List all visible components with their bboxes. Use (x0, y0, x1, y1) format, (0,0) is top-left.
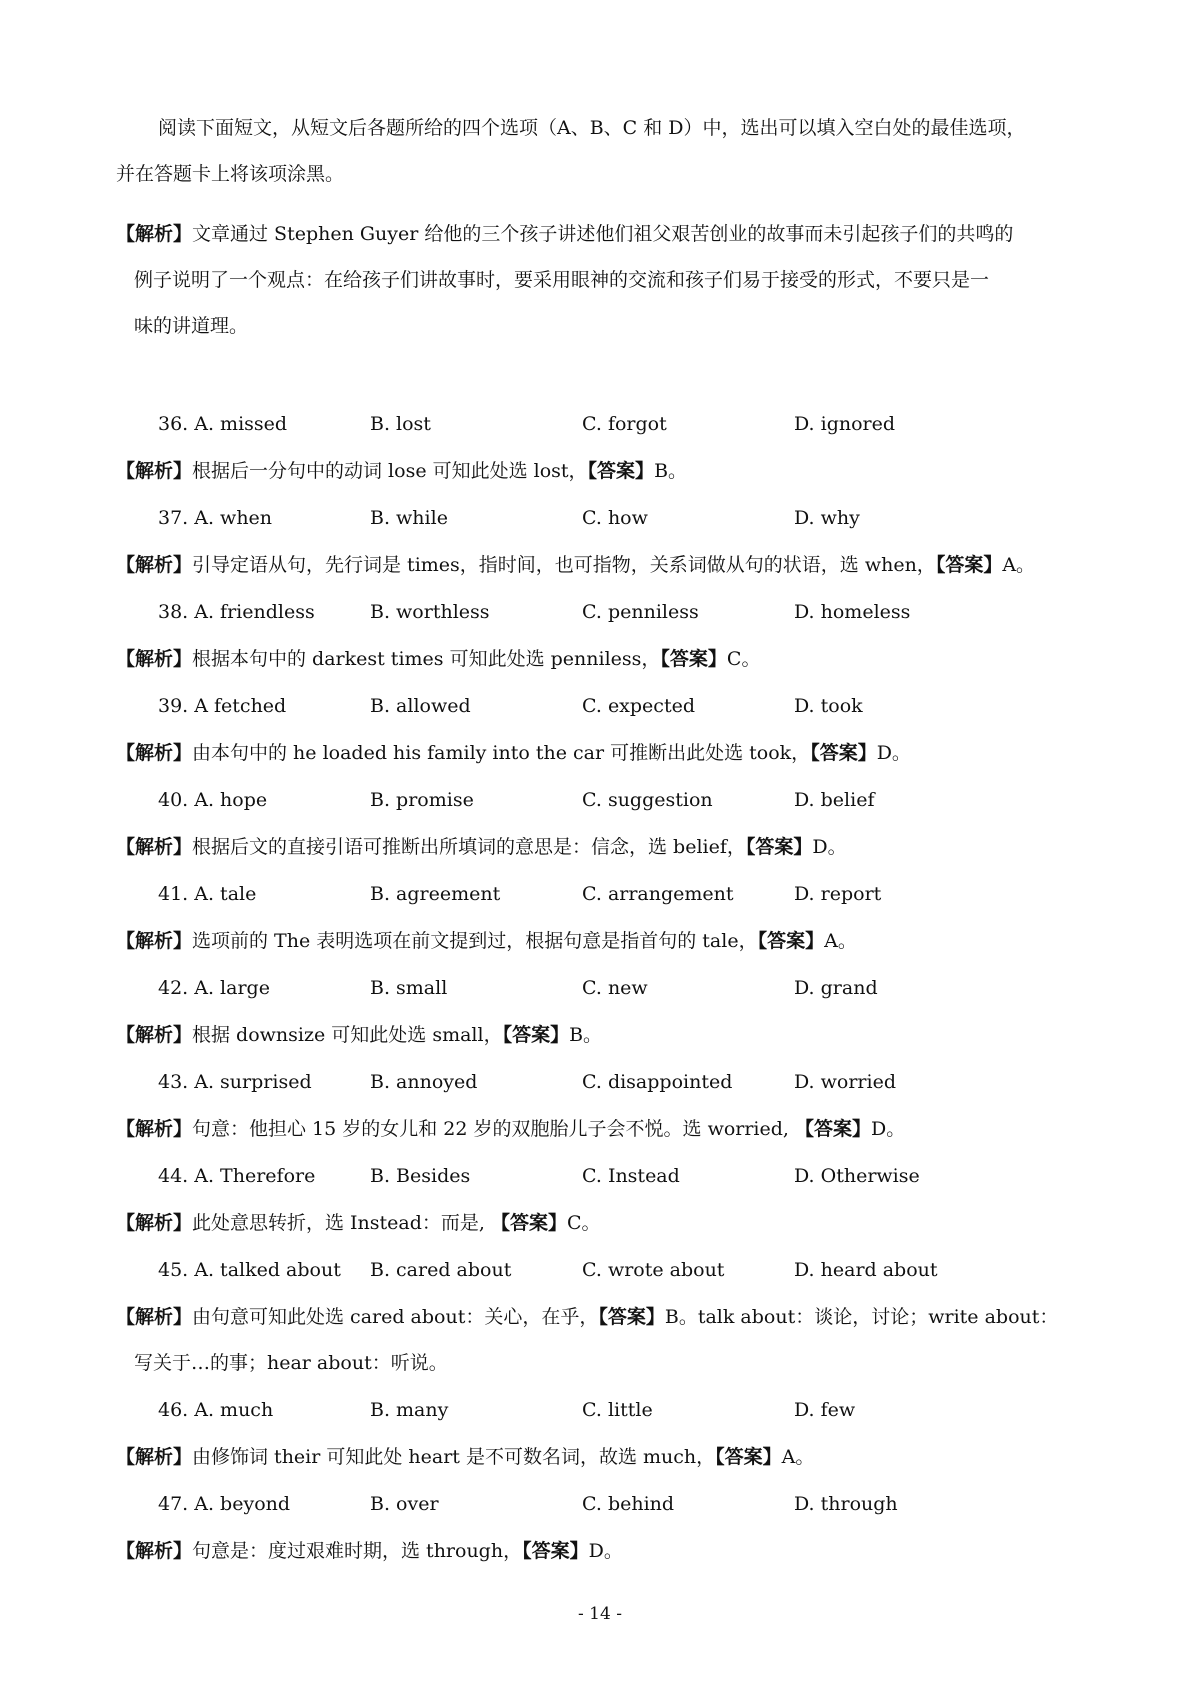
answer-text: C。 (726, 648, 761, 670)
option-c: C. little (582, 1399, 653, 1421)
option-b: B. promise (370, 789, 474, 811)
analysis-line (116, 645, 760, 673)
analysis-text: 由本句中的 he loaded his family into the car 可推断出此处选 took， (192, 742, 811, 764)
option-d: D. took (794, 695, 863, 717)
option-c: C. behind (582, 1493, 675, 1515)
option-a: 43. A. surprised (158, 1071, 312, 1093)
option-a: 37. A. when (158, 507, 273, 529)
answer-text: D。 (588, 1540, 623, 1562)
option-d: D. ignored (794, 413, 896, 435)
analysis-text: 句意：他担心 15 岁的女儿和 22 岁的双胞胎儿子会不悦。选 worried, (192, 1118, 795, 1140)
answer-text: A。 (824, 930, 857, 952)
intro-line-1: 阅读下面短文，从短文后各题所给的四个选项（A、B、C 和 D）中，选出可以填入空白处的最佳选项， (158, 117, 1026, 139)
option-c: C. forgot (582, 413, 667, 435)
option-c: C. wrote about (582, 1259, 725, 1281)
answer-text: D。 (871, 1118, 906, 1140)
analysis-continuation: 写关于…的事；hear about：听说。 (134, 1352, 448, 1374)
analysis-tag: 【解析】 (116, 460, 193, 482)
analysis-line (116, 457, 687, 485)
option-d: D. heard about (794, 1259, 938, 1281)
option-d: D. through (794, 1493, 898, 1515)
option-a: 39. A fetched (158, 695, 287, 717)
answer-tag: 【答案】 (598, 1306, 665, 1328)
option-d: D. homeless (794, 601, 911, 623)
option-a: 44. A. Therefore (158, 1165, 316, 1187)
answer-tag: 【答案】 (757, 930, 825, 952)
analysis-tag: 【解析】 (116, 930, 193, 952)
option-a: 46. A. much (158, 1399, 274, 1421)
answer-tag: 【答案】 (745, 836, 813, 858)
overview-text-1: 文章通过 Stephen Guyer 给他的三个孩子讲述他们祖父艰苦创业的故事而未引起孩子们的共鸣的 (192, 223, 1014, 245)
option-b: B. lost (370, 413, 431, 435)
analysis-text: 由修饰词 their 可知此处 heart 是不可数名词，故选 much， (192, 1446, 716, 1468)
answer-tag: 【答案】 (935, 554, 1003, 576)
option-a: 36. A. missed (158, 413, 288, 435)
option-c: C. disappointed (582, 1071, 733, 1093)
answer-text: C。 (567, 1212, 601, 1234)
analysis-text: 此处意思转折，选 Instead：而是, (192, 1212, 491, 1234)
option-b: B. many (370, 1399, 449, 1421)
analysis-text: 根据 downsize 可知此处选 small， (192, 1024, 503, 1046)
analysis-tag: 【解析】 (116, 648, 193, 670)
analysis-line (116, 1303, 1058, 1331)
analysis-line (116, 1021, 602, 1049)
analysis-tag: 【解析】 (116, 1446, 193, 1468)
option-c: C. expected (582, 695, 695, 717)
analysis-line (116, 927, 857, 955)
analysis-line (116, 1537, 623, 1565)
option-b: B. over (370, 1493, 439, 1515)
option-a: 45. A. talked about (158, 1259, 341, 1281)
option-d: D. Otherwise (794, 1165, 920, 1187)
analysis-text: 根据后一分句中的动词 lose 可知此处选 lost， (192, 460, 588, 482)
analysis-tag: 【解析】 (116, 1024, 193, 1046)
analysis-text: 根据后文的直接引语可推断出所填词的意思是：信念，选 belief， (192, 836, 746, 858)
option-c: C. new (582, 977, 648, 999)
analysis-line (116, 551, 1035, 579)
option-a: 41. A. tale (158, 883, 257, 905)
option-d: D. report (794, 883, 882, 905)
analysis-tag: 【解析】 (116, 836, 193, 858)
option-b: B. agreement (370, 883, 501, 905)
analysis-tag: 【解析】 (116, 1540, 193, 1562)
option-b: B. Besides (370, 1165, 471, 1187)
answer-tag: 【答案】 (810, 742, 877, 764)
option-b: B. while (370, 507, 448, 529)
answer-tag: 【答案】 (522, 1540, 589, 1562)
option-c: C. arrangement (582, 883, 734, 905)
option-b: B. cared about (370, 1259, 512, 1281)
analysis-text: 根据本句中的 darkest times 可知此处选 penniless， (192, 648, 661, 670)
option-b: B. allowed (370, 695, 471, 717)
answer-tag: 【答案】 (795, 1118, 872, 1140)
option-d: D. belief (794, 789, 875, 811)
answer-text: B。 (654, 460, 688, 482)
analysis-tag: 【解析】 (116, 554, 193, 576)
page-number: - 14 - (578, 1604, 622, 1624)
answer-tag: 【答案】 (660, 648, 727, 670)
analysis-line (116, 739, 911, 767)
answer-tag: 【答案】 (715, 1446, 782, 1468)
option-c: C. Instead (582, 1165, 680, 1187)
analysis-line (116, 1209, 601, 1237)
overview-line-3: 味的讲道理。 (134, 315, 249, 337)
option-a: 47. A. beyond (158, 1493, 291, 1515)
analysis-tag: 【解析】 (116, 742, 193, 764)
option-d: D. worried (794, 1071, 896, 1093)
option-a: 42. A. large (158, 977, 270, 999)
analysis-tag: 【解析】 (116, 223, 193, 245)
analysis-tag: 【解析】 (116, 1212, 193, 1234)
option-b: B. annoyed (370, 1071, 478, 1093)
analysis-text: 句意是：度过艰难时期，选 through， (192, 1540, 523, 1562)
answer-tag: 【答案】 (491, 1212, 568, 1234)
analysis-text: 由句意可知此处选 cared about：关心，在乎， (192, 1306, 599, 1328)
analysis-line (116, 1443, 814, 1471)
answer-text: D。 (876, 742, 911, 764)
analysis-text: 选项前的 The 表明选项在前文提到过，根据句意是指首句的 tale， (192, 930, 758, 952)
option-d: D. why (794, 507, 860, 529)
overview-line-2: 例子说明了一个观点：在给孩子们讲故事时，要采用眼神的交流和孩子们易于接受的形式，不要只是一 (134, 269, 990, 291)
option-b: B. small (370, 977, 448, 999)
answer-text: A。 (1002, 554, 1036, 576)
answer-tag: 【答案】 (587, 460, 655, 482)
analysis-tag: 【解析】 (116, 1306, 193, 1328)
option-d: D. grand (794, 977, 878, 999)
answer-text: B。talk about：谈论，讨论；write about： (664, 1306, 1059, 1328)
answer-text: D。 (812, 836, 847, 858)
analysis-line (116, 833, 847, 861)
analysis-tag: 【解析】 (116, 1118, 193, 1140)
analysis-line (116, 1115, 905, 1143)
option-c: C. penniless (582, 601, 699, 623)
answer-text: A。 (781, 1446, 815, 1468)
option-a: 40. A. hope (158, 789, 268, 811)
option-c: C. how (582, 507, 648, 529)
option-d: D. few (794, 1399, 856, 1421)
analysis-text: 引导定语从句，先行词是 times，指时间，也可指物，关系词做从句的状语，选 when， (192, 554, 936, 576)
answer-text: B。 (569, 1024, 603, 1046)
option-a: 38. A. friendless (158, 601, 315, 623)
overview-line-1 (116, 220, 1013, 248)
option-c: C. suggestion (582, 789, 713, 811)
option-b: B. worthless (370, 601, 490, 623)
answer-tag: 【答案】 (502, 1024, 570, 1046)
intro-line-2: 并在答题卡上将该项涂黑。 (116, 163, 345, 185)
